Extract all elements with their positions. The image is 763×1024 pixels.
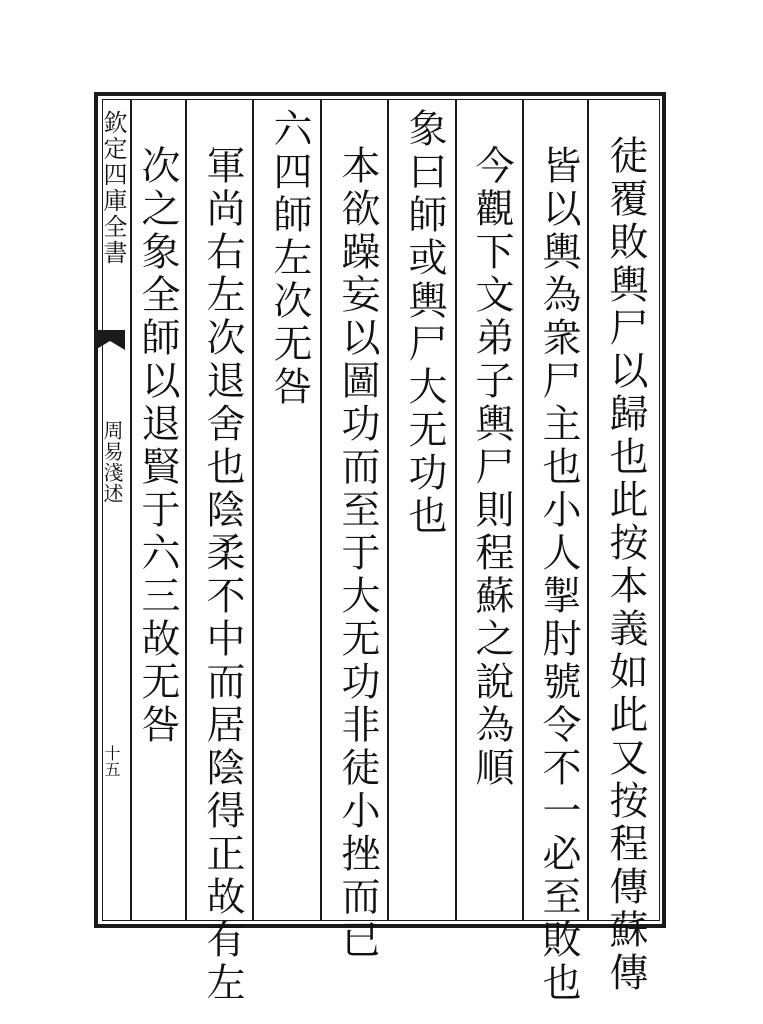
column-rule <box>252 99 254 921</box>
margin-book-title: 周易淺述 <box>100 420 124 504</box>
text-column-3: 今觀下文弟子輿尸則程蘇之說為順 <box>469 145 514 790</box>
text-column-7: 軍尚右左次退舍也陰柔不中而居陰得正故有左 <box>200 145 245 1005</box>
margin-series-title: 欽定四庫全書 <box>99 110 127 266</box>
column-rule <box>522 99 524 921</box>
column-rule <box>455 99 457 921</box>
text-column-4: 象曰師或輿尸大无功也 <box>402 108 447 538</box>
margin-page-number: 十五 <box>102 745 121 777</box>
text-column-5: 本欲躁妄以圖功而至于大无功非徒小挫而已 <box>335 145 380 962</box>
column-rule <box>387 99 389 921</box>
text-column-6: 六四師左次无咎 <box>267 108 312 409</box>
column-rule <box>320 99 322 921</box>
text-column-8: 次之象全師以退賢于六三故无咎 <box>135 145 180 747</box>
column-rule <box>587 99 589 921</box>
text-column-2: 皆以輿為衆尸主也小人掣肘號令不一必至敗也 <box>536 145 581 1005</box>
text-column-1: 徒覆敗輿尸以歸也此按本義如此又按程傳蘇傳 <box>603 135 648 995</box>
column-rule <box>185 99 187 921</box>
